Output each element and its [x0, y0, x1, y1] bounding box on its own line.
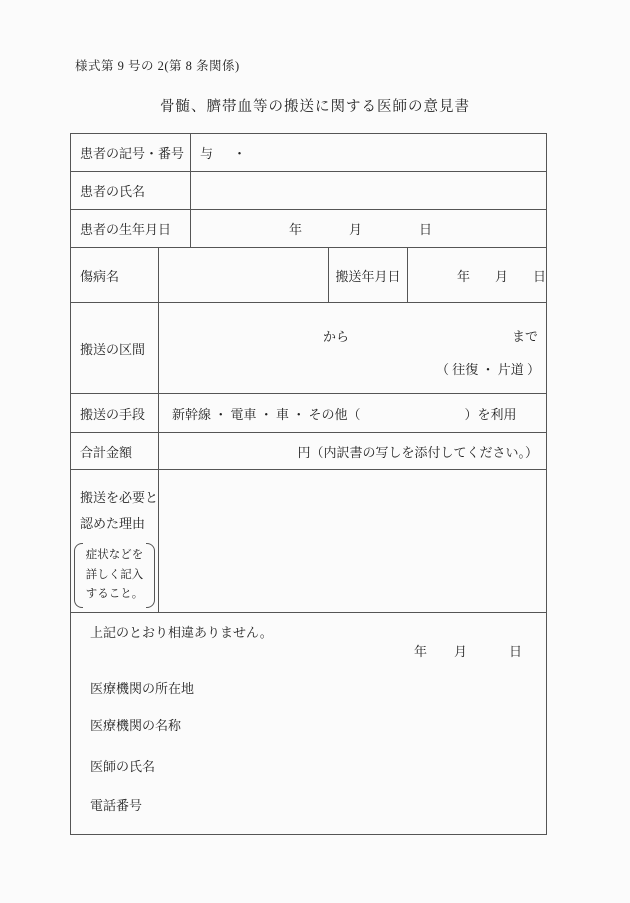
document-title: 骨髄、臍帯血等の搬送に関する医師の意見書 — [160, 99, 470, 115]
institution-address-label: 医療機関の所在地 — [90, 681, 195, 696]
disease-field — [159, 248, 329, 302]
section-from-label: から — [323, 329, 350, 344]
patient-name-field — [191, 172, 546, 209]
day-label: 日 — [533, 268, 547, 284]
reason-label-line2: 認めた理由 — [80, 516, 146, 531]
patient-number-symbol: 与 — [200, 146, 214, 161]
row-transport-means — [71, 394, 546, 433]
transport-date-placeholders — [408, 266, 546, 285]
reason-note-text: 症状などを 詳しく記入 すること。 — [85, 549, 144, 600]
row-disease — [71, 248, 546, 303]
trip-type-options: （ 往復 ・ 片道 ） — [435, 362, 540, 377]
row-transport-section — [71, 303, 546, 394]
year-label: 年 — [289, 222, 303, 237]
total-amount-field — [159, 433, 546, 469]
form-table — [70, 133, 547, 835]
row-patient-name — [71, 172, 546, 210]
row-birth-date — [71, 210, 546, 248]
transport-date-field — [408, 248, 546, 302]
institution-name-label: 医療機関の名称 — [90, 718, 182, 733]
transport-means-options: 新幹線 ・ 電車 ・ 車 ・ その他（ ）を利用 — [172, 406, 517, 422]
patient-number-separator: ・ — [233, 146, 247, 161]
reason-label — [71, 470, 159, 612]
month-label: 月 — [453, 644, 467, 659]
transport-means-field — [159, 394, 546, 432]
patient-number-label: 患者の記号・番号 — [71, 134, 191, 171]
transport-date-label: 搬送年月日 — [329, 248, 408, 302]
day-label: 日 — [508, 644, 522, 659]
form-number: 様式第 9 号の 2(第 8 条関係) — [75, 59, 240, 73]
phone-number-label: 電話番号 — [90, 798, 143, 813]
doctor-name-label: 医師の氏名 — [90, 759, 156, 774]
reason-field — [159, 470, 546, 612]
total-amount-label: 合計金額 — [71, 433, 159, 469]
day-label: 日 — [419, 222, 433, 237]
year-label: 年 — [457, 268, 471, 284]
total-amount-note: 円（内訳書の写しを添付してください。） — [297, 444, 538, 460]
disease-label: 傷病名 — [71, 248, 159, 302]
section-to-label: まで — [511, 329, 538, 344]
month-label: 月 — [495, 268, 509, 284]
transport-section-label: 搬送の区間 — [71, 303, 159, 393]
row-patient-number — [71, 134, 546, 172]
reason-label-line1: 搬送を必要と — [80, 490, 159, 505]
row-reason — [71, 470, 546, 613]
row-total-amount — [71, 433, 546, 470]
footer-date-placeholders — [414, 641, 522, 660]
footer-section — [71, 613, 546, 834]
patient-name-label: 患者の氏名 — [71, 172, 191, 209]
reason-note — [74, 543, 155, 608]
footer-statement: 上記のとおり相違ありません。 — [90, 625, 273, 640]
patient-number-field — [191, 134, 546, 171]
birth-date-placeholders — [191, 219, 432, 238]
year-label: 年 — [413, 644, 427, 659]
birth-date-label: 患者の生年月日 — [71, 210, 191, 247]
birth-date-field — [191, 210, 546, 247]
month-label: 月 — [349, 222, 363, 237]
transport-section-field — [159, 303, 546, 393]
transport-means-label: 搬送の手段 — [71, 394, 159, 432]
